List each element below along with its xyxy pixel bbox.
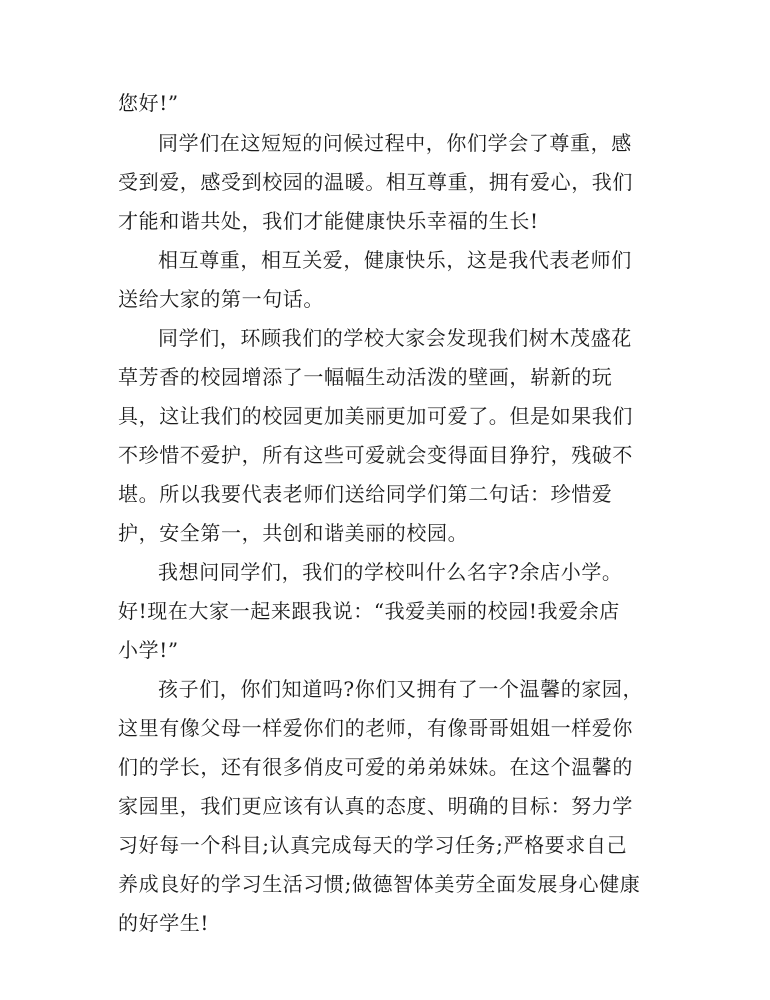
text-line: 送给大家的第一句话。 (118, 287, 324, 311)
text-line: 同学们在这短短的问候过程中，你们学会了尊重，感 (158, 131, 632, 155)
text-line: 习好每一个科目;认真完成每天的学习任务;严格要求自己 (118, 833, 628, 857)
text-line: 养成良好的学习生活习惯;做德智体美劳全面发展身心健康 (118, 872, 641, 896)
text-line: 我想问同学们，我们的学校叫什么名字?余店小学。 (158, 560, 623, 584)
text-line: 的好学生! (118, 911, 210, 935)
text-line: 不珍惜不爱护，所有这些可爱就会变得面目狰狞，残破不 (118, 443, 633, 467)
text-line: 草芳香的校园增添了一幅幅生动活泼的壁画，崭新的玩 (118, 365, 613, 389)
text-line: 受到爱，感受到校园的温暖。相互尊重，拥有爱心，我们 (118, 170, 633, 194)
text-line: 好!现在大家一起来跟我说：“我爱美丽的校园!我爱余店 (118, 599, 620, 623)
text-line: 家园里，我们更应该有认真的态度、明确的目标：努力学 (118, 794, 633, 818)
text-line: 堪。所以我要代表老师们送给同学们第二句话：珍惜爱 (118, 482, 613, 506)
text-line: 孩子们，你们知道吗?你们又拥有了一个温馨的家园， (158, 677, 644, 701)
text-line: 这里有像父母一样爱你们的老师，有像哥哥姐姐一样爱你 (118, 716, 633, 740)
text-line: 同学们，环顾我们的学校大家会发现我们树木茂盛花 (158, 326, 632, 350)
text-line: 们的学长，还有很多俏皮可爱的弟弟妹妹。在这个温馨的 (118, 755, 633, 779)
text-line: 护，安全第一，共创和谐美丽的校园。 (118, 521, 469, 545)
text-line: 小学!” (118, 638, 179, 662)
text-line: 具，这让我们的校园更加美丽更加可爱了。但是如果我们 (118, 404, 633, 428)
text-line: 相互尊重，相互关爱，健康快乐，这是我代表老师们 (158, 248, 632, 272)
text-line: 您好!” (118, 91, 179, 115)
text-line: 才能和谐共处，我们才能健康快乐幸福的生长! (118, 209, 539, 233)
